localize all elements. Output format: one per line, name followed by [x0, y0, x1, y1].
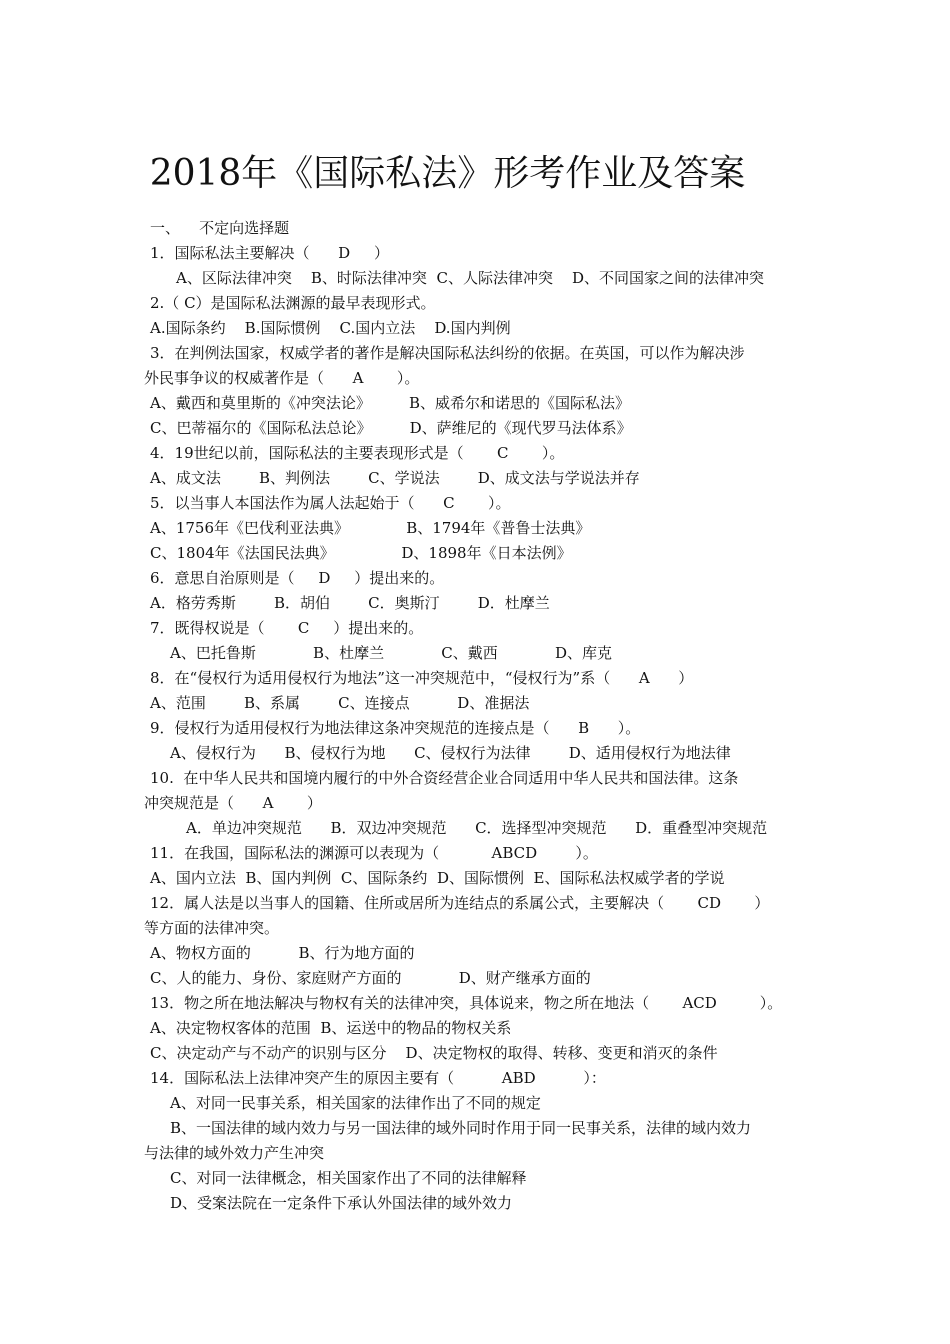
question-14-option-d: D、受案法院在一定条件下承认外国法律的域外效力 [170, 1194, 513, 1212]
question-7-options: A、巴托鲁斯 B、杜摩兰 C、戴西 D、库克 [170, 644, 613, 662]
question-3: 3．在判例法国家，权威学者的著作是解决国际私法纠纷的依据。在英国，可以作为解决涉 [150, 344, 745, 362]
question-5-options-cd: C、1804年《法国民法典》 D、1898年《日本法例》 [150, 544, 572, 562]
question-14-option-c: C、对同一法律概念，相关国家作出了不同的法律解释 [170, 1169, 527, 1187]
question-12: 12．属人法是以当事人的国籍、住所或居所为连结点的系属公式，主要解决（ CD ） [150, 894, 770, 912]
question-5-options-ab: A、1756年《巴伐利亚法典》 B、1794年《普鲁士法典》 [150, 519, 591, 537]
question-10: 10. 在中华人民共和国境内履行的中外合资经营企业合同适用中华人民共和国法律。这条 [150, 769, 739, 787]
question-4: 4．19世纪以前，国际私法的主要表现形式是（ C ）。 [150, 444, 565, 462]
question-14-option-b-continued: 与法律的域外效力产生冲突 [144, 1144, 325, 1162]
question-12-continued: 等方面的法律冲突。 [144, 919, 280, 937]
question-6: 6．意思自治原则是（ D ）提出来的。 [150, 569, 445, 587]
question-10-options: A．单边冲突规范 B．双边冲突规范 C．选择型冲突规范 D．重叠型冲突规范 [186, 819, 768, 837]
question-2-options: A.国际条约 B.国际惯例 C.国内立法 D.国内判例 [150, 319, 511, 337]
question-12-options-ab: A、物权方面的 B、行为地方面的 [150, 944, 415, 962]
question-14-option-b: B、一国法律的域内效力与另一国法律的域外同时作用于同一民事关系，法律的域内效力 [170, 1119, 752, 1137]
question-9: 9．侵权行为适用侵权行为地法律这条冲突规范的连接点是（ B ）。 [150, 719, 641, 737]
question-13: 13．物之所在地法解决与物权有关的法律冲突，具体说来，物之所在地法（ ACD ）。 [150, 994, 783, 1012]
question-11: 11．在我国，国际私法的渊源可以表现为（ ABCD ）。 [150, 844, 598, 862]
question-7: 7．既得权说是（ C ）提出来的。 [150, 619, 424, 637]
question-13-options-cd: C、决定动产与不动产的识别与区分 D、决定物权的取得、转移、变更和消灭的条件 [150, 1044, 718, 1062]
question-8: 8．在“侵权行为适用侵权行为地法”这一冲突规范中，“侵权行为”系（ A ） [150, 669, 694, 687]
question-3-options-ab: A、戴西和莫里斯的《冲突法论》 B、威希尔和诺思的《国际私法》 [150, 394, 631, 412]
question-1-options: A、区际法律冲突 B、时际法律冲突 C、人际法律冲突 D、不同国家之间的法律冲突 [176, 269, 765, 287]
question-4-options: A、成文法 B、判例法 C、学说法 D、成文法与学说法并存 [150, 469, 640, 487]
question-11-options: A、国内立法 B、国内判例 C、国际条约 D、国际惯例 E、国际私法权威学者的学说 [150, 869, 725, 887]
question-5: 5．以当事人本国法作为属人法起始于（ C ）。 [150, 494, 511, 512]
question-3-options-cd: C、巴蒂福尔的《国际私法总论》 D、萨维尼的《现代罗马法体系》 [150, 419, 632, 437]
question-1: 1．国际私法主要解决（ D ） [150, 244, 390, 262]
question-6-options: A．格劳秀斯 B．胡伯 C．奥斯汀 D．杜摩兰 [150, 594, 550, 612]
section-heading: 一、 不定向选择题 [150, 219, 290, 237]
question-14: 14．国际私法上法律冲突产生的原因主要有（ ABD ）： [150, 1069, 606, 1087]
document-title: 2018年《国际私法》形考作业及答案 [149, 153, 746, 194]
question-10-continued: 冲突规范是（ A ） [144, 794, 322, 812]
question-9-options: A、侵权行为 B、侵权行为地 C、侵权行为法律 D、适用侵权行为地法律 [170, 744, 731, 762]
question-14-option-a: A、对同一民事关系，相关国家的法律作出了不同的规定 [170, 1094, 541, 1112]
question-12-options-cd: C、人的能力、身份、家庭财产方面的 D、财产继承方面的 [150, 969, 591, 987]
question-8-options: A、范围 B、系属 C、连接点 D、准据法 [150, 694, 530, 712]
question-13-options-ab: A、决定物权客体的范围 B、运送中的物品的物权关系 [150, 1019, 512, 1037]
question-3-continued: 外民事争议的权威著作是（ A ）。 [144, 369, 420, 387]
question-2: 2.（ C）是国际私法渊源的最早表现形式。 [150, 294, 436, 312]
